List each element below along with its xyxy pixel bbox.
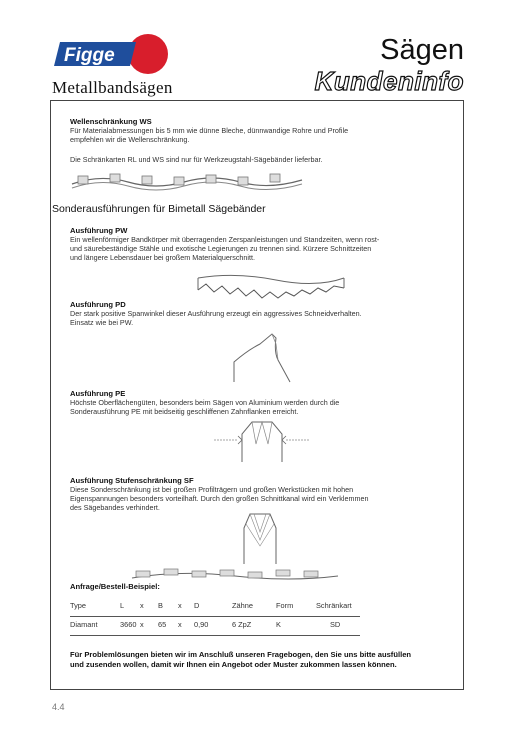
pe-tooth-illustration (212, 418, 312, 464)
logo-text: Figge (64, 45, 115, 66)
brand-subtitle: Metallbandsägen (52, 78, 173, 97)
col-x1: x (140, 601, 144, 610)
cell-l: 3660 (120, 620, 137, 629)
section-title: Sonderausführungen für Bimetall Sägebänder (52, 203, 266, 215)
pw-line-2: und säurebeständige Stähle und exotische Legierungen zu trennen sind. Kürzere Schnittzeiten (70, 244, 372, 253)
page-number: 4.4 (52, 702, 65, 712)
footer-line-2: und zusenden wollen, damit wir Ihnen ein Angebot oder Muster zukommen lassen können. (70, 660, 397, 669)
page-subtitle: Kundeninfo (314, 66, 464, 96)
sf-blade-set-illustration (130, 566, 340, 584)
ws-text-3: Die Schränkarten RL und WS sind nur für Werkzeugstahl-Sägebänder lieferbar. (70, 155, 323, 164)
pe-heading: Ausführung PE (70, 389, 126, 398)
cell-schraenkart: SD (330, 620, 341, 629)
footer-line-1: Für Problemlösungen bieten wir im Anschluß unseren Fragebogen, den Sie uns bitte ausfüllen (70, 650, 412, 659)
pw-blade-illustration (196, 270, 346, 304)
pe-line-1: Höchste Oberflächengüten, besonders beim Sägen von Aluminium werden durch die (70, 398, 340, 407)
sf-line-1: Diese Sonderschränkung ist bei großen Profilträgern und großen Werkstücken mit hohen (70, 485, 354, 494)
cell-d: 0,90 (194, 620, 209, 629)
sf-tooth-illustration (238, 510, 282, 566)
sf-line-3: des Sägebandes verhindert. (70, 503, 160, 512)
cell-b: 65 (158, 620, 167, 629)
figge-logo (52, 34, 172, 76)
pw-line-1: Ein wellenförmiger Bandkörper mit überragenden Zerspanleistungen und Standzeiten, wenn rost- (70, 235, 380, 244)
page-title: Sägen (380, 34, 464, 66)
table-bottom-rule (70, 635, 360, 636)
order-heading: Anfrage/Bestell-Beispiel: (70, 582, 160, 591)
col-zaehne: Zähne (232, 601, 253, 610)
pd-line-2: Einsatz wie bei PW. (70, 318, 134, 327)
pe-line-2: Sonderausführung PE mit beidseitig geschliffenen Zahnflanken erreicht. (70, 407, 299, 416)
col-form: Form (276, 601, 294, 610)
cell-x1: x (140, 620, 144, 629)
col-x2: x (178, 601, 182, 610)
pd-line-1: Der stark positive Spanwinkel dieser Ausführung erzeugt ein aggressives Schneidverhalten. (70, 309, 362, 318)
col-b: B (158, 601, 163, 610)
ws-text-2: empfehlen wir die Wellenschränkung. (70, 135, 190, 144)
cell-zaehne: 6 ZpZ (232, 620, 252, 629)
ws-heading: Wellenschränkung WS (70, 117, 152, 126)
col-l: L (120, 601, 125, 610)
wave-set-illustration (70, 170, 305, 192)
cell-form: K (276, 620, 281, 629)
cell-type: Diamant (70, 620, 98, 629)
order-table (70, 596, 366, 634)
table-divider (70, 616, 360, 617)
col-schraenkart: Schränkart (316, 601, 352, 610)
col-d: D (194, 601, 200, 610)
sf-heading: Ausführung Stufenschränkung SF (70, 476, 194, 485)
pw-heading: Ausführung PW (70, 226, 128, 235)
sf-line-2: Eigenspannungen besonders vorteilhaft. Durch den großen Schnittkanal wird ein Verklemmen (70, 494, 369, 503)
pd-heading: Ausführung PD (70, 300, 126, 309)
col-type: Type (70, 601, 87, 610)
ws-text-1: Für Materialabmessungen bis 5 mm wie dünne Bleche, dünnwandige Rohre und Profile (70, 126, 349, 135)
cell-x2: x (178, 620, 182, 629)
order-header-row (70, 596, 366, 615)
pd-tooth-illustration (232, 332, 292, 384)
order-data-row (70, 615, 366, 634)
pw-line-3: und längere Lebensdauer bei großem Materialquerschnitt. (70, 253, 255, 262)
